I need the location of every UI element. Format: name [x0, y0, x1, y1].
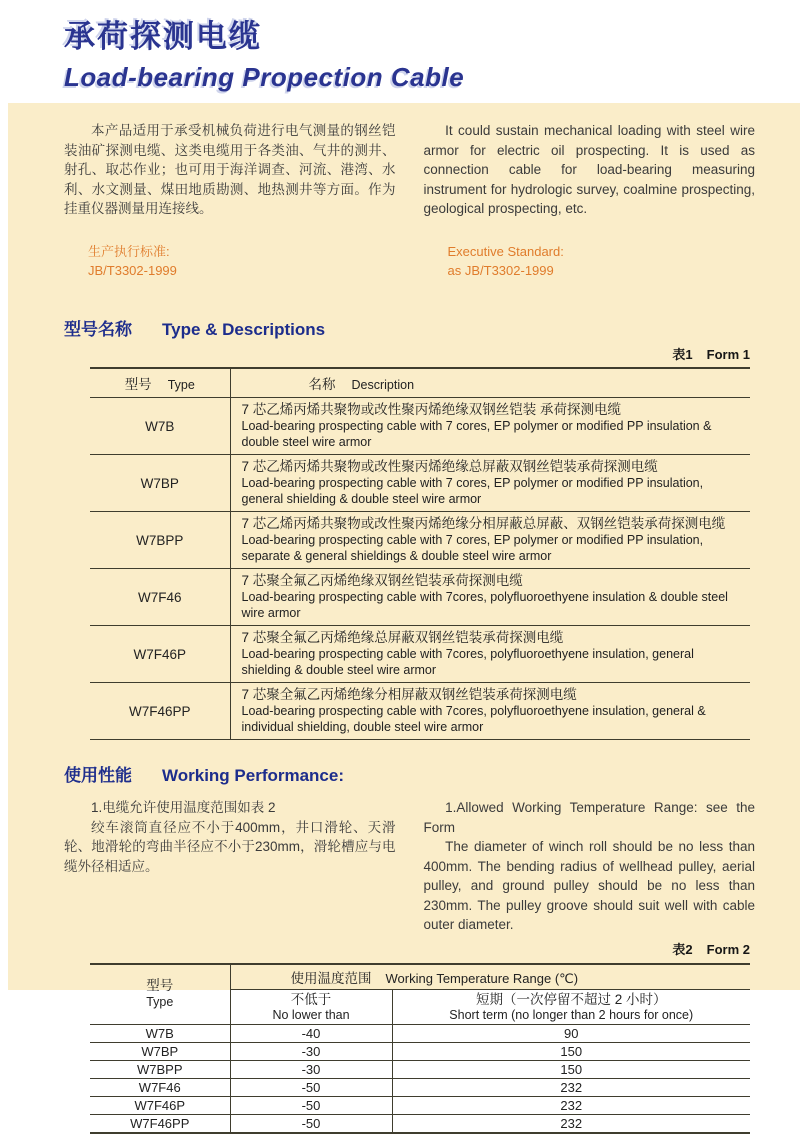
type-value: W7B	[90, 1025, 230, 1043]
description-cell	[230, 683, 750, 740]
production-standard-block	[88, 244, 396, 279]
description-cell	[230, 398, 750, 455]
description-zh: 7 芯聚全氟乙丙烯绝缘总屏蔽双钢丝铠装承荷探测电缆	[242, 629, 743, 646]
type-value: W7B	[90, 398, 230, 455]
short-term-temperature-value: 232	[392, 1079, 750, 1097]
table-row	[90, 512, 750, 569]
type-value: W7BPP	[90, 1061, 230, 1079]
table-row	[90, 1043, 750, 1061]
table2-header-type-en: Type	[91, 994, 229, 1011]
type-value: W7F46P	[90, 1097, 230, 1115]
short-term-temperature-value: 90	[392, 1025, 750, 1043]
table1-header-type	[90, 368, 230, 398]
description-zh: 7 芯聚全氟乙丙烯绝缘双钢丝铠装承荷探测电缆	[242, 572, 743, 589]
table-row	[90, 626, 750, 683]
min-temperature-value: -50	[230, 1097, 392, 1115]
performance-zh-line2: 绞车滚筒直径应不小于400mm，井口滑轮、天滑轮、地滑轮的弯曲半径应不小于230mm，滑轮槽应与电缆外径相适应。	[64, 818, 396, 877]
table2-header-short	[392, 990, 750, 1025]
performance-en-line1: 1.Allowed Working Temperature Range: see the Form	[424, 798, 756, 837]
intro-column-en	[424, 121, 756, 282]
table2-header-short-en: Short term (no longer than 2 hours for once)	[393, 1008, 751, 1022]
section-heading-type-descriptions	[64, 320, 800, 340]
short-term-temperature-value: 150	[392, 1061, 750, 1079]
description-cell	[230, 626, 750, 683]
performance-en-line2: The diameter of winch roll should be no less than 400mm. The bending radius of wellhead pulley, aerial pulley, and ground pulley should be no less than 230mm. The pulley groove should suit well with cable outer diameter.	[424, 837, 756, 935]
page-title-en: Load-bearing Propection Cable	[64, 62, 800, 93]
executive-standard-label: Executive Standard:	[448, 244, 756, 260]
description-cell	[230, 512, 750, 569]
working-temperature-table	[90, 963, 750, 1134]
table-row	[90, 1061, 750, 1079]
table2-header-type-zh: 型号	[91, 977, 229, 994]
description-zh: 7 芯乙烯丙烯共聚物或改性聚丙烯绝缘双钢丝铠装 承荷探测电缆	[242, 401, 743, 418]
table-row	[90, 398, 750, 455]
table1-header-type-en: Type	[168, 378, 195, 392]
table1-header-description	[230, 368, 750, 398]
production-standard-value: JB/T3302-1999	[88, 263, 396, 279]
section1-heading-zh: 型号名称	[64, 320, 132, 339]
intro-section	[64, 121, 755, 282]
table-row	[90, 455, 750, 512]
intro-paragraph-zh: 本产品适用于承受机械负荷进行电气测量的钢丝铠装油矿探测电缆、这类电缆用于各类油、气井的测井、射孔、取芯作业；也可用于海洋调查、河流、港湾、水利、水文测量、煤田地质勘测、地热测井等方面。作为挂重仪器测量用连接线。	[64, 121, 396, 219]
table2-header-short-zh: 短期（一次停留不超过 2 小时）	[393, 992, 751, 1008]
type-value: W7F46PP	[90, 1115, 230, 1134]
table2-header-min	[230, 990, 392, 1025]
description-zh: 7 芯乙烯丙烯共聚物或改性聚丙烯绝缘分相屏蔽总屏蔽、双钢丝铠装承荷探测电缆	[242, 515, 743, 532]
min-temperature-value: -40	[230, 1025, 392, 1043]
description-en: Load-bearing prospecting cable with 7 cores, EP polymer or modified PP insulation, separate & general shieldings & double steel wire armor	[242, 532, 743, 564]
form2-label-en: Form 2	[707, 942, 750, 957]
table2-header-range-en: Working Temperature Range (℃)	[386, 971, 579, 986]
intro-column-zh	[64, 121, 396, 282]
description-cell	[230, 569, 750, 626]
section2-heading-en: Working Performance:	[162, 766, 344, 785]
description-en: Load-bearing prospecting cable with 7 cores, EP polymer or modified PP insulation, general shielding & double steel wire armor	[242, 475, 743, 507]
table1-header-desc-en: Description	[352, 378, 415, 392]
description-en: Load-bearing prospecting cable with 7cores, polyfluoroethyene insulation, general shielding & double steel wire armor	[242, 646, 743, 678]
table-row	[90, 569, 750, 626]
performance-zh-line1: 1.电缆允许使用温度范围如表 2	[64, 798, 396, 818]
type-value: W7F46PP	[90, 683, 230, 740]
section2-heading-zh: 使用性能	[64, 766, 132, 785]
description-en: Load-bearing prospecting cable with 7cores, polyfluoroethyene insulation, general & individual shielding, double steel wire armor	[242, 703, 743, 735]
performance-column-en	[424, 798, 756, 935]
type-value: W7F46	[90, 1079, 230, 1097]
section-heading-working-performance	[64, 766, 800, 786]
executive-standard-value: as JB/T3302-1999	[448, 263, 756, 279]
form1-label-zh: 表1	[672, 347, 692, 362]
type-value: W7F46	[90, 569, 230, 626]
description-cell	[230, 455, 750, 512]
table1-header-row	[90, 368, 750, 398]
working-performance-text	[64, 798, 755, 935]
table-row	[90, 1079, 750, 1097]
executive-standard-block	[448, 244, 756, 279]
table2-header-range-zh: 使用温度范围	[291, 971, 372, 986]
table-row	[90, 1025, 750, 1043]
table-row	[90, 1097, 750, 1115]
table-row	[90, 1115, 750, 1134]
type-value: W7F46P	[90, 626, 230, 683]
table2-header-range	[230, 964, 750, 990]
min-temperature-value: -30	[230, 1043, 392, 1061]
description-en: Load-bearing prospecting cable with 7 cores, EP polymer or modified PP insulation & double steel wire armor	[242, 418, 743, 450]
table1-header-type-zh: 型号	[125, 377, 152, 392]
min-temperature-value: -50	[230, 1115, 392, 1134]
short-term-temperature-value: 150	[392, 1043, 750, 1061]
table2-header-min-en: No lower than	[231, 1008, 392, 1022]
page-header	[0, 0, 800, 93]
table2-header-type	[90, 964, 230, 1025]
short-term-temperature-value: 232	[392, 1115, 750, 1134]
intro-paragraph-en: It could sustain mechanical loading with steel wire armor for electric oil prospecting. It is used as connection cable for load-bearing measuring instrument for hydrologic survey, coalmine prospecting, geological prospecting, etc.	[424, 121, 756, 219]
type-descriptions-table	[90, 367, 750, 741]
table-row	[90, 683, 750, 740]
type-value: W7BP	[90, 1043, 230, 1061]
production-standard-label: 生产执行标准:	[88, 244, 396, 260]
performance-column-zh	[64, 798, 396, 935]
section1-heading-en: Type & Descriptions	[162, 320, 325, 339]
form2-label	[0, 939, 750, 958]
table2-header-row1	[90, 964, 750, 990]
form1-label	[0, 344, 750, 363]
type-value: W7BP	[90, 455, 230, 512]
min-temperature-value: -50	[230, 1079, 392, 1097]
description-zh: 7 芯聚全氟乙丙烯绝缘分相屏蔽双钢丝铠装承荷探测电缆	[242, 686, 743, 703]
page-title-zh: 承荷探测电缆	[64, 20, 800, 54]
short-term-temperature-value: 232	[392, 1097, 750, 1115]
description-en: Load-bearing prospecting cable with 7cores, polyfluoroethyene insulation & double steel wire armor	[242, 589, 743, 621]
form2-label-zh: 表2	[672, 942, 692, 957]
type-value: W7BPP	[90, 512, 230, 569]
min-temperature-value: -30	[230, 1061, 392, 1079]
description-zh: 7 芯乙烯丙烯共聚物或改性聚丙烯绝缘总屏蔽双钢丝铠装承荷探测电缆	[242, 458, 743, 475]
table1-header-desc-zh: 名称	[309, 377, 336, 392]
table2-header-min-zh: 不低于	[231, 992, 392, 1008]
form1-label-en: Form 1	[707, 347, 750, 362]
